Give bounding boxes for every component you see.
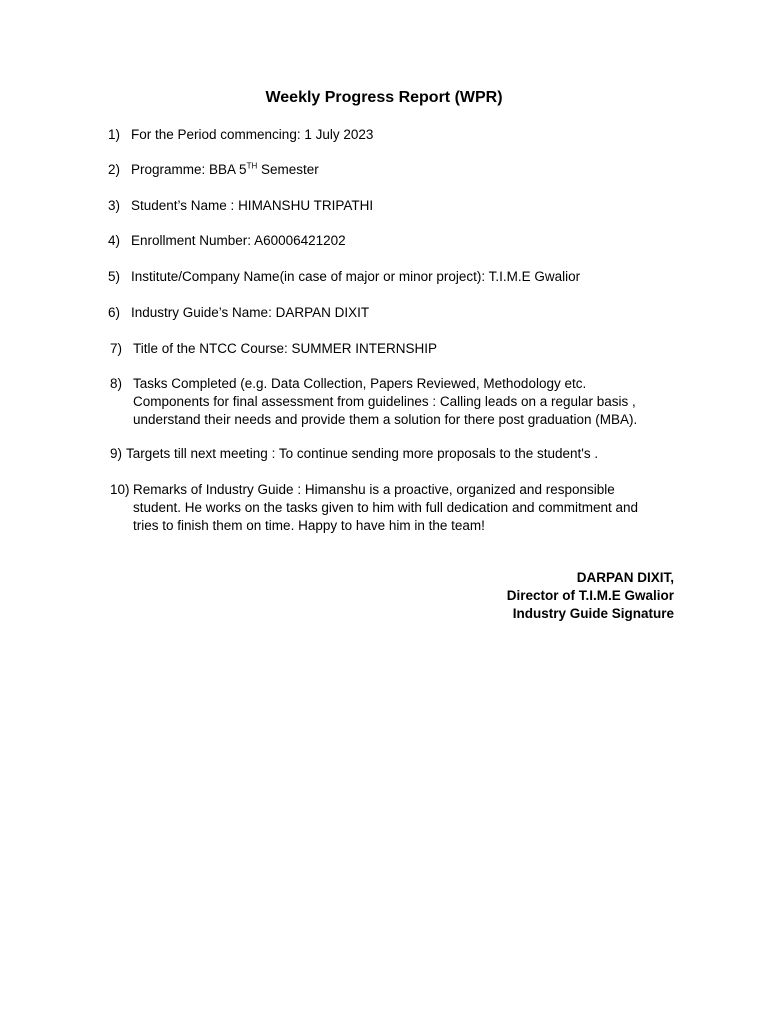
item-label: Student’s Name : [131, 198, 239, 213]
item-value: BBA 5 [209, 162, 247, 177]
item-programme [108, 161, 319, 179]
item-industry-guide [108, 304, 369, 322]
item-value: DARPAN DIXIT [275, 305, 370, 320]
signature-designation: Director of T.I.M.E Gwalior [506, 588, 674, 603]
item-number: 6) [108, 305, 121, 320]
item-targets [110, 445, 598, 463]
item-number: 2) [108, 162, 121, 177]
item-tasks-completed [110, 375, 586, 393]
item-course-title [110, 340, 437, 358]
item-number: 10) [110, 482, 130, 497]
item-value: HIMANSHU TRIPATHI [238, 198, 374, 213]
item-student-name [108, 197, 373, 215]
item-number: 8) [110, 376, 123, 391]
item-number: 3) [108, 198, 121, 213]
item-label: Enrollment Number: [131, 233, 255, 248]
item-remarks [110, 481, 615, 499]
item-text-line-1: Tasks Completed (e.g. Data Collection, Papers Reviewed, Methodology etc. [133, 376, 587, 391]
item-value: SUMMER INTERNSHIP [291, 341, 438, 356]
item-suffix: Semester [257, 162, 319, 177]
item-text-line-1: Remarks of Industry Guide : Himanshu is a proactive, organized and responsible [133, 482, 615, 497]
item-number: 7) [110, 341, 123, 356]
item-text-line-3: tries to finish them on time. Happy to have him in the team! [133, 518, 485, 533]
signature-caption: Industry Guide Signature [512, 606, 674, 621]
item-text-line-2: student. He works on the tasks given to him with full dedication and commitment and [133, 500, 639, 515]
item-period [108, 126, 373, 144]
item-value: 1 July 2023 [304, 127, 374, 142]
item-number: 4) [108, 233, 121, 248]
item-enrollment-number [108, 232, 346, 250]
item-label: Programme: [131, 162, 210, 177]
item-number: 5) [108, 269, 121, 284]
item-superscript: TH [246, 161, 258, 171]
item-label: Targets till next meeting : [126, 446, 279, 461]
signature-name: DARPAN DIXIT, [576, 570, 674, 585]
item-institute [108, 268, 580, 286]
item-label: Industry Guide’s Name: [131, 305, 276, 320]
item-number: 9) [110, 446, 123, 461]
report-title: Weekly Progress Report (WPR) [265, 89, 503, 106]
item-value: T.I.M.E Gwalior [488, 269, 581, 284]
item-text-line-3: understand their needs and provide them a solution for there post graduation (MBA). [133, 412, 638, 427]
item-value: A60006421202 [254, 233, 346, 248]
item-label: Title of the NTCC Course: [133, 341, 292, 356]
item-label: Institute/Company Name(in case of major or minor project): [131, 269, 489, 284]
item-label: For the Period commencing: [131, 127, 305, 142]
item-text-line-2: Components for final assessment from guidelines : Calling leads on a regular basis , [133, 394, 636, 409]
item-value: To continue sending more proposals to the student's . [278, 446, 599, 461]
item-number: 1) [108, 127, 121, 142]
